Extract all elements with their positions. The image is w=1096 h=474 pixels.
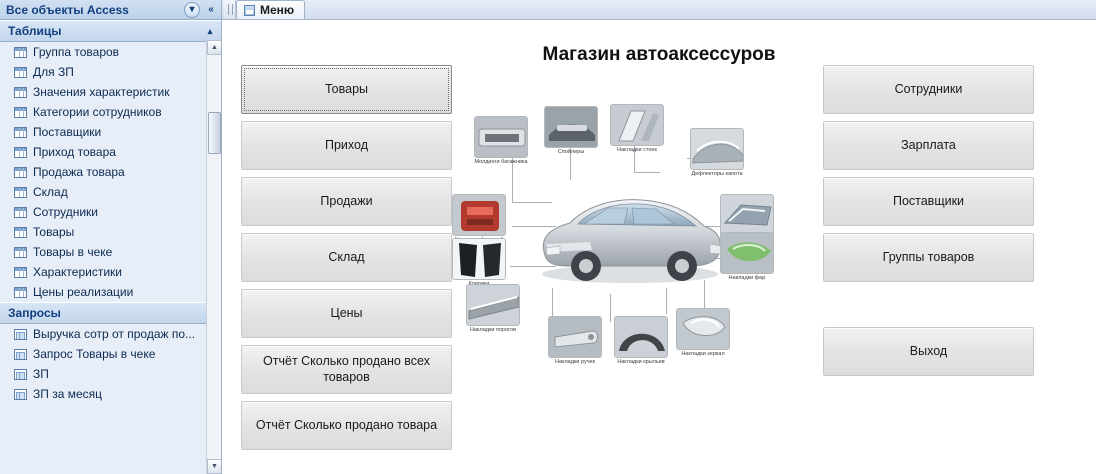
- accessory-caption: Дефлекторы капота: [691, 171, 743, 177]
- table-icon: [14, 147, 27, 158]
- sidebar-item-label: ЗП: [33, 367, 49, 381]
- accessory-caption: Накладки зеркал: [681, 351, 725, 357]
- sidebar-item-table[interactable]: [0, 262, 221, 282]
- table-icon: [14, 187, 27, 198]
- nav-group-header-tables[interactable]: [0, 20, 221, 42]
- table-icon: [14, 67, 27, 78]
- document-tab-strip: [222, 0, 1096, 20]
- sidebar-item-label: Для ЗП: [33, 65, 74, 79]
- chevron-up-icon[interactable]: ▴: [207, 25, 213, 36]
- prihod-button[interactable]: Приход: [241, 121, 452, 170]
- report-item-sold-button[interactable]: Отчёт Сколько продано товара: [241, 401, 452, 450]
- accessory-thumbnail: [720, 194, 774, 236]
- sklad-button[interactable]: Склад: [241, 233, 452, 282]
- table-icon: [14, 287, 27, 298]
- accessory-lamp-trim: [452, 194, 506, 243]
- sidebar-item-table[interactable]: [0, 42, 221, 62]
- accessory-caption: Накладки фар: [728, 275, 766, 281]
- accessory-caption: Спойлеры: [557, 149, 585, 155]
- accessory-caption: Накладки ручек: [554, 359, 596, 365]
- car-accessories-diagram: [452, 98, 812, 373]
- left-button-column: [241, 65, 452, 450]
- nav-list-tables: [0, 42, 221, 302]
- sidebar-item-label: Сотрудники: [33, 205, 98, 219]
- accessory-thumbnail: [452, 238, 506, 280]
- accessory-pillar-trim: [610, 104, 664, 153]
- nav-group-label: Запросы: [8, 306, 61, 320]
- accessory-mirror-trim: [676, 308, 730, 357]
- query-icon: [14, 349, 27, 360]
- sidebar-item-label: Товары: [33, 225, 75, 239]
- zarplata-button[interactable]: Зарплата: [823, 121, 1034, 170]
- table-icon: [14, 47, 27, 58]
- accessory-spoiler: [544, 106, 598, 155]
- chevron-down-circle-icon[interactable]: ▾: [184, 2, 200, 18]
- query-icon: [14, 369, 27, 380]
- table-icon: [14, 127, 27, 138]
- accessory-thumbnail: [610, 104, 664, 146]
- accessory-caption: Накладки крыльев: [617, 359, 665, 365]
- accessory-thumbnail: [548, 316, 602, 358]
- sidebar-item-label: Запрос Товары в чеке: [33, 347, 156, 361]
- sidebar-item-label: Цены реализации: [33, 285, 134, 299]
- accessory-hood-deflector: [690, 128, 744, 177]
- scroll-up-arrow-icon[interactable]: ▲: [207, 40, 221, 55]
- form-icon: [244, 5, 255, 16]
- sidebar-item-label: Товары в чеке: [33, 245, 113, 259]
- accessory-thumbnail: [676, 308, 730, 350]
- form-menu: [222, 20, 1096, 474]
- accessory-headlight-trim: [720, 232, 774, 281]
- sidebar-item-table[interactable]: [0, 202, 221, 222]
- right-button-column: [823, 65, 1034, 376]
- report-all-sold-button[interactable]: Отчёт Сколько продано всех товаров: [241, 345, 452, 394]
- navigation-pane-header: [0, 0, 221, 20]
- sidebar-item-label: Значения характеристик: [33, 85, 170, 99]
- accessory-handle-trim: [548, 316, 602, 365]
- accessory-thumbnail: [544, 106, 598, 148]
- tovary-button[interactable]: Товары: [241, 65, 452, 114]
- sidebar-item-label: Группа товаров: [33, 45, 120, 59]
- gruppy-tovarov-button[interactable]: Группы товаров: [823, 233, 1034, 282]
- accessory-fender-trim: [614, 316, 668, 365]
- sidebar-item-label: Приход товара: [33, 145, 116, 159]
- double-chevron-left-icon[interactable]: «: [208, 4, 214, 15]
- scroll-down-arrow-icon[interactable]: ▼: [207, 459, 221, 474]
- table-icon: [14, 107, 27, 118]
- car-illustration: [530, 178, 730, 288]
- accessory-caption: Накладки порогов: [469, 327, 516, 333]
- sidebar-item-table[interactable]: [0, 242, 221, 262]
- ceny-button[interactable]: Цены: [241, 289, 452, 338]
- sidebar-item-query[interactable]: [0, 364, 221, 384]
- navigation-pane: [0, 0, 222, 474]
- sidebar-item-label: Выручка сотр от продаж по...: [33, 327, 196, 341]
- sidebar-item-label: Категории сотрудников: [33, 105, 162, 119]
- accessory-mats: [452, 238, 506, 287]
- sidebar-item-table[interactable]: [0, 122, 221, 142]
- accessory-thumbnail: [474, 116, 528, 158]
- table-icon: [14, 227, 27, 238]
- sidebar-item-label: Продажа товара: [33, 165, 125, 179]
- table-icon: [14, 87, 27, 98]
- navigation-pane-title: Все объекты Access: [6, 2, 129, 17]
- tab-strip-handle[interactable]: [224, 0, 236, 19]
- sidebar-item-table[interactable]: [0, 142, 221, 162]
- sidebar-item-table[interactable]: [0, 162, 221, 182]
- accessory-caption: Молдинги багажника: [474, 159, 528, 165]
- sidebar-item-query[interactable]: [0, 384, 221, 404]
- nav-list-queries: [0, 324, 221, 404]
- sotrudniki-button[interactable]: Сотрудники: [823, 65, 1034, 114]
- sidebar-item-table[interactable]: [0, 82, 221, 102]
- navigation-pane-scrollbar[interactable]: [206, 40, 221, 474]
- leader-line: [666, 288, 667, 314]
- nav-group-header-queries[interactable]: [0, 302, 221, 324]
- sidebar-item-label: Склад: [33, 185, 68, 199]
- nav-group-label: Таблицы: [8, 24, 62, 38]
- sidebar-item-table[interactable]: [0, 62, 221, 82]
- navigation-pane-body: [0, 20, 221, 474]
- sidebar-item-label: Поставщики: [33, 125, 102, 139]
- accessory-caption: Накладки стоек: [617, 147, 657, 153]
- accessory-thumbnail: [720, 232, 774, 274]
- table-icon: [14, 167, 27, 178]
- document-area: [222, 0, 1096, 474]
- scrollbar-thumb[interactable]: [208, 112, 221, 154]
- sidebar-item-table[interactable]: [0, 222, 221, 242]
- accessory-molding-trunk: [474, 116, 528, 165]
- table-icon: [14, 207, 27, 218]
- leader-line: [610, 294, 611, 322]
- table-icon: [14, 267, 27, 278]
- leader-line: [634, 172, 660, 173]
- accessory-thumbnail: [452, 194, 506, 236]
- sidebar-item-table[interactable]: [0, 102, 221, 122]
- page-title: Магазин автоаксессуров: [542, 44, 776, 65]
- sidebar-item-table[interactable]: [0, 282, 221, 302]
- sidebar-item-table[interactable]: [0, 182, 221, 202]
- query-icon: [14, 389, 27, 400]
- accessory-thumbnail: [690, 128, 744, 170]
- postavshchiki-button[interactable]: Поставщики: [823, 177, 1034, 226]
- tab-menu[interactable]: [236, 0, 305, 19]
- table-icon: [14, 247, 27, 258]
- accessory-thumbnail: [466, 284, 520, 326]
- query-icon: [14, 329, 27, 340]
- tab-label: Меню: [260, 3, 295, 17]
- prodazhi-button[interactable]: Продажи: [241, 177, 452, 226]
- leader-line: [552, 288, 553, 316]
- accessory-thumbnail: [614, 316, 668, 358]
- exit-button[interactable]: Выход: [823, 327, 1034, 376]
- sidebar-item-label: Характеристики: [33, 265, 122, 279]
- accessory-sill-trim: [466, 284, 520, 333]
- sidebar-item-query[interactable]: [0, 324, 221, 344]
- sidebar-item-query[interactable]: [0, 344, 221, 364]
- sidebar-item-label: ЗП за месяц: [33, 387, 103, 401]
